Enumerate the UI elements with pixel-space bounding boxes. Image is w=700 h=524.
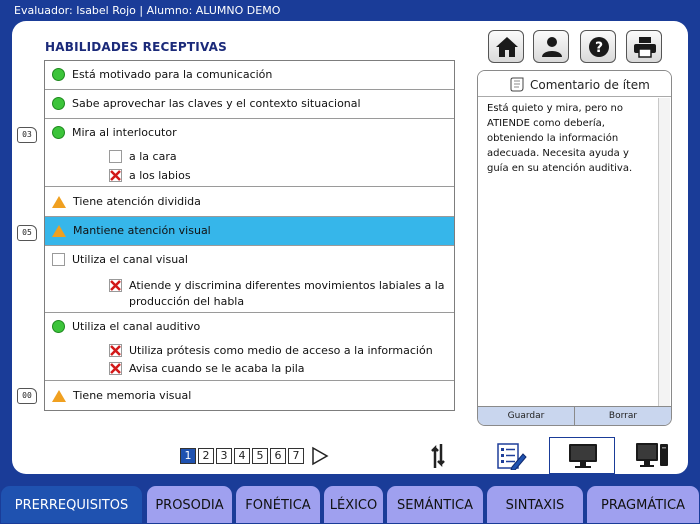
item-comment-panel	[477, 70, 672, 426]
comment-text[interactable]: Está quieto y mira, pero no ATIENDE como debería, obteniendo la información adecuada. Necesita ayuda y guía en su atención auditiva.	[487, 103, 633, 174]
help-icon	[587, 36, 611, 58]
page-button[interactable]: 1	[180, 448, 196, 464]
header-bar	[0, 0, 700, 22]
page-button[interactable]: 4	[234, 448, 250, 464]
print-icon	[633, 36, 657, 58]
page-button[interactable]: 2	[198, 448, 214, 464]
note-tag[interactable]: 05	[17, 225, 37, 241]
subitem-label: Utiliza prótesis como medio de acceso a la información	[129, 344, 433, 357]
list-item[interactable]	[45, 246, 454, 313]
x-mark-icon[interactable]	[109, 279, 122, 292]
item-label: Mantiene atención visual	[73, 224, 211, 237]
subitem[interactable]	[109, 150, 177, 163]
status-achieved-icon	[52, 68, 65, 81]
x-mark-icon[interactable]	[109, 344, 122, 357]
note-tag[interactable]: 03	[17, 127, 37, 143]
skills-list	[44, 60, 455, 411]
page-button[interactable]: 5	[252, 448, 268, 464]
status-achieved-icon	[52, 126, 65, 139]
section-title: HABILIDADES RECEPTIVAS	[45, 40, 227, 54]
next-page-icon[interactable]	[311, 446, 329, 466]
subitem-label: Atiende y discrimina diferentes movimientos labiales a la	[129, 279, 445, 292]
list-item[interactable]	[45, 313, 454, 381]
warning-icon	[52, 225, 66, 237]
save-button[interactable]: Guardar	[478, 407, 575, 426]
module-tabs	[0, 485, 700, 524]
tab-prosodia[interactable]: PROSODIA	[146, 485, 233, 524]
list-item[interactable]	[45, 187, 454, 217]
x-mark-icon[interactable]	[109, 362, 122, 375]
checkbox-empty-icon[interactable]	[52, 253, 65, 266]
comment-actions	[478, 406, 671, 426]
subitem[interactable]	[109, 344, 433, 357]
subitem[interactable]	[109, 278, 445, 310]
list-item[interactable]	[45, 119, 454, 187]
page-button[interactable]: 3	[216, 448, 232, 464]
item-label: Tiene memoria visual	[73, 389, 192, 402]
checkbox-empty-icon[interactable]	[109, 150, 122, 163]
item-label: Está motivado para la comunicación	[72, 68, 273, 81]
subitem-label-continued: producción del habla	[129, 295, 245, 308]
monitor-icon	[568, 443, 598, 469]
tab-pragmatica[interactable]: PRAGMÁTICA	[586, 485, 700, 524]
tab-prerrequisitos[interactable]: PRERREQUISITOS	[0, 485, 143, 524]
home-button[interactable]	[488, 30, 524, 63]
svg-text:?: ?	[594, 40, 604, 56]
item-label: Sabe aprovechar las claves y el contexto situacional	[72, 97, 361, 110]
item-label: Mira al interlocutor	[72, 126, 177, 139]
subitem[interactable]	[109, 362, 305, 375]
status-achieved-icon	[52, 320, 65, 333]
item-label: Tiene atención dividida	[73, 195, 201, 208]
comment-header	[478, 71, 671, 97]
item-label: Utiliza el canal auditivo	[72, 320, 201, 333]
desktop-computer-icon	[635, 442, 669, 468]
delete-button[interactable]: Borrar	[608, 411, 638, 421]
desktop-view-tab[interactable]	[617, 437, 688, 474]
x-mark-icon[interactable]	[109, 169, 122, 182]
subitem-label: Avisa cuando se le acaba la pila	[129, 362, 305, 375]
status-achieved-icon	[52, 97, 65, 110]
item-label: Utiliza el canal visual	[72, 253, 188, 266]
page-button[interactable]: 6	[270, 448, 286, 464]
tab-lexico[interactable]: LÉXICO	[323, 485, 384, 524]
subitem-label: a la cara	[129, 150, 177, 163]
list-item-selected[interactable]	[45, 217, 454, 246]
help-button[interactable]	[580, 30, 616, 63]
note-tag[interactable]: 00	[17, 388, 37, 404]
list-item[interactable]	[45, 381, 454, 411]
warning-icon	[52, 390, 66, 402]
home-icon	[495, 36, 519, 58]
list-item[interactable]	[45, 61, 454, 90]
list-item[interactable]	[45, 90, 454, 119]
evaluator-student-label: Evaluador: Isabel Rojo | Alumno: ALUMNO DEMO	[14, 4, 281, 17]
sort-icon[interactable]	[431, 442, 445, 470]
tab-semantica[interactable]: SEMÁNTICA	[386, 485, 484, 524]
pagination	[180, 448, 304, 464]
subitem-label: a los labios	[129, 169, 191, 182]
comment-scrollbar[interactable]	[658, 98, 670, 406]
scroll-note-icon	[510, 76, 526, 92]
tab-fonetica[interactable]: FONÉTICA	[235, 485, 321, 524]
screen-view-tab[interactable]	[549, 437, 615, 474]
page-button[interactable]: 7	[288, 448, 304, 464]
print-button[interactable]	[626, 30, 662, 63]
checklist-edit-icon[interactable]	[497, 442, 527, 470]
user-button[interactable]	[533, 30, 569, 63]
user-icon	[540, 36, 564, 58]
subitem[interactable]	[109, 169, 191, 182]
comment-title: Comentario de ítem	[530, 78, 650, 92]
tab-sintaxis[interactable]: SINTAXIS	[486, 485, 584, 524]
warning-icon	[52, 196, 66, 208]
